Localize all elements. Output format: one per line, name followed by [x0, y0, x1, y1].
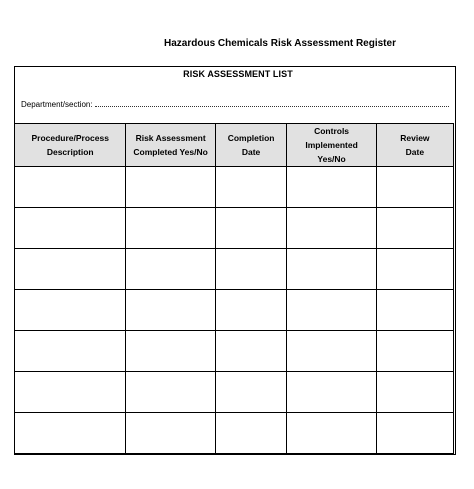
table-row	[15, 208, 454, 249]
table-cell[interactable]	[376, 372, 453, 413]
column-header-line: Date	[241, 147, 261, 157]
table-cell[interactable]	[376, 249, 453, 290]
table-row	[15, 249, 454, 290]
department-field[interactable]	[21, 97, 449, 109]
table-cell[interactable]	[126, 167, 215, 208]
table-cell[interactable]	[15, 331, 126, 372]
column-header-risk-assessment	[126, 124, 215, 167]
table-cell[interactable]	[215, 372, 287, 413]
table-row	[15, 413, 454, 454]
table-cell[interactable]	[287, 372, 376, 413]
column-header-line: Procedure/Process	[31, 133, 109, 143]
table-cell[interactable]	[15, 208, 126, 249]
header-row	[15, 124, 454, 167]
table-cell[interactable]	[215, 249, 287, 290]
list-title: RISK ASSESSMENT LIST	[183, 69, 293, 79]
table-cell[interactable]	[215, 208, 287, 249]
column-header-line: Review	[400, 133, 430, 143]
table-cell[interactable]	[126, 372, 215, 413]
table-cell[interactable]	[126, 208, 215, 249]
table-cell[interactable]	[126, 249, 215, 290]
column-header-line: Completed Yes/No	[133, 147, 208, 157]
table-cell[interactable]	[376, 413, 453, 454]
table-row	[15, 331, 454, 372]
column-header-completion-date	[215, 124, 287, 167]
table-cell[interactable]	[376, 290, 453, 331]
risk-assessment-table	[14, 123, 454, 454]
table-cell[interactable]	[215, 413, 287, 454]
table-cell[interactable]	[287, 290, 376, 331]
table-cell[interactable]	[287, 208, 376, 249]
register-form	[14, 66, 456, 455]
table-cell[interactable]	[376, 331, 453, 372]
column-header-controls	[287, 124, 376, 167]
column-header-line: Risk Assessment	[135, 133, 206, 143]
table-cell[interactable]	[376, 208, 453, 249]
table-cell[interactable]	[15, 413, 126, 454]
column-header-line: Date	[405, 147, 425, 157]
department-dotted-line	[95, 105, 449, 107]
column-header-line: Completion	[227, 133, 275, 143]
table-row	[15, 372, 454, 413]
table-cell[interactable]	[215, 167, 287, 208]
table-cell[interactable]	[126, 290, 215, 331]
table-cell[interactable]	[287, 413, 376, 454]
table-cell[interactable]	[215, 290, 287, 331]
column-header-line: Implemented	[305, 140, 358, 150]
table-cell[interactable]	[126, 331, 215, 372]
table-cell[interactable]	[15, 249, 126, 290]
table-cell[interactable]	[15, 290, 126, 331]
column-header-line: Controls	[314, 126, 350, 136]
table-cell[interactable]	[376, 167, 453, 208]
table-cell[interactable]	[126, 413, 215, 454]
department-label: Department/section:	[21, 100, 93, 109]
document-title: Hazardous Chemicals Risk Assessment Register	[164, 38, 396, 49]
column-header-line: Description	[46, 147, 94, 157]
column-header-procedure	[15, 124, 126, 167]
table-cell[interactable]	[287, 167, 376, 208]
column-header-line: Yes/No	[317, 154, 346, 164]
table-cell[interactable]	[15, 372, 126, 413]
table-row	[15, 290, 454, 331]
table-row	[15, 167, 454, 208]
table-cell[interactable]	[287, 249, 376, 290]
table-cell[interactable]	[215, 331, 287, 372]
table-cell[interactable]	[15, 167, 126, 208]
table-cell[interactable]	[287, 331, 376, 372]
column-header-review-date	[376, 124, 453, 167]
